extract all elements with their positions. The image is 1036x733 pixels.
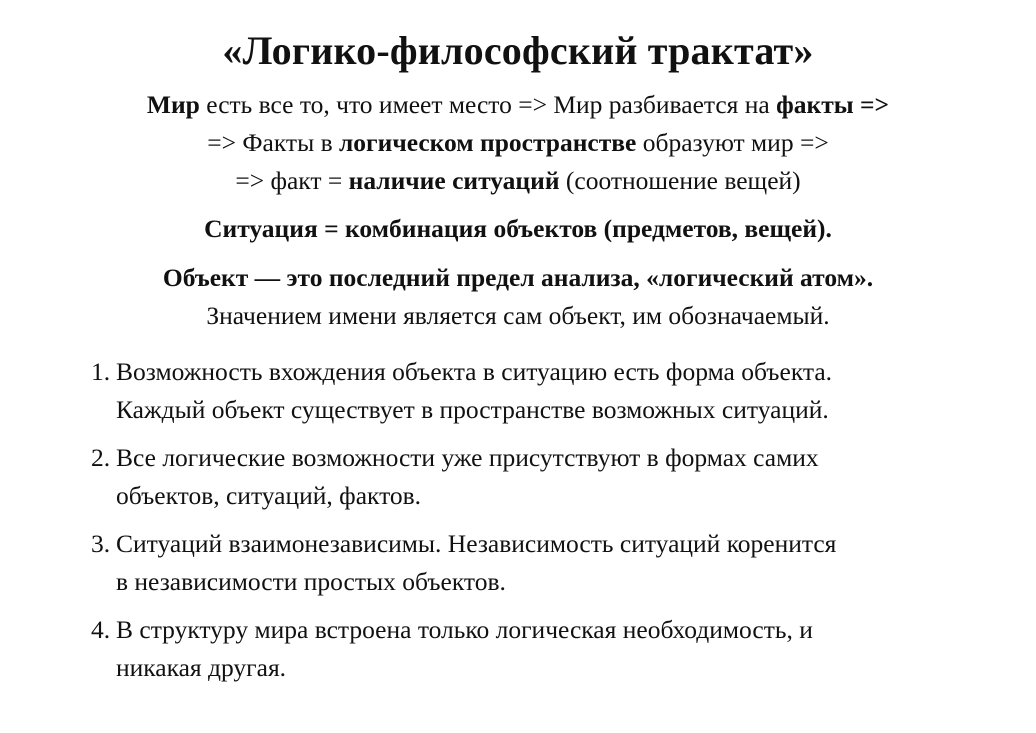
intro-line-3-text-1: => факт = bbox=[235, 166, 349, 195]
list-item-line-2: Каждый объект существует в пространстве возможных ситуаций. bbox=[116, 395, 829, 424]
list-item-number: 2. bbox=[91, 443, 111, 472]
object-name-meaning: Значением имени является сам объект, им обозначаемый. bbox=[206, 301, 830, 330]
list-item-line-1: Возможность вхождения объекта в ситуацию есть форма объекта. bbox=[116, 357, 833, 386]
list-item-line-1: Все логические возможности уже присутствуют в формах самих bbox=[116, 443, 819, 472]
list-item bbox=[0, 353, 1036, 429]
intro-block bbox=[0, 86, 1036, 200]
intro-line-3 bbox=[0, 162, 1036, 200]
intro-line-3-bold: наличие ситуаций bbox=[348, 166, 560, 195]
intro-line-1-text: есть все то, что имеет место => Мир разбивается на bbox=[199, 90, 777, 119]
list-item-line-1: В структуру мира встроена только логическая необходимость, и bbox=[116, 615, 813, 644]
list-item-line-1: Ситуаций взаимонезависимы. Независимость ситуаций коренится bbox=[116, 529, 837, 558]
object-definition-text: Объект — это последний предел анализа, «логический атом». bbox=[162, 263, 874, 292]
slide-title: «Логико-философский трактат» bbox=[222, 28, 814, 73]
list-item bbox=[0, 439, 1036, 515]
object-block bbox=[0, 259, 1036, 335]
object-definition bbox=[0, 259, 1036, 297]
situation-definition bbox=[0, 210, 1036, 248]
intro-line-2 bbox=[0, 124, 1036, 162]
intro-line-1-bold-2: факты => bbox=[776, 90, 890, 119]
intro-line-2-text-2: образуют мир => bbox=[636, 128, 829, 157]
intro-line-2-text-1: => Факты в bbox=[207, 128, 339, 157]
list-item-number: 4. bbox=[91, 615, 111, 644]
intro-line-1 bbox=[0, 86, 1036, 124]
list-item bbox=[0, 525, 1036, 601]
list-item bbox=[0, 611, 1036, 687]
list-item-line-2: никакая другая. bbox=[116, 653, 287, 682]
intro-line-1-bold-1: Мир bbox=[146, 90, 200, 119]
situation-definition-text: Ситуация = комбинация объектов (предметов, вещей). bbox=[204, 214, 832, 243]
points-list bbox=[0, 353, 1036, 687]
list-item-number: 1. bbox=[91, 357, 111, 386]
list-item-number: 3. bbox=[91, 529, 111, 558]
list-item-line-2: в независимости простых объектов. bbox=[116, 567, 506, 596]
intro-line-2-bold: логическом пространстве bbox=[339, 128, 637, 157]
list-item-line-2: объектов, ситуаций, фактов. bbox=[116, 481, 422, 510]
intro-line-3-text-2: (соотношение вещей) bbox=[559, 166, 801, 195]
situation-block bbox=[0, 210, 1036, 248]
